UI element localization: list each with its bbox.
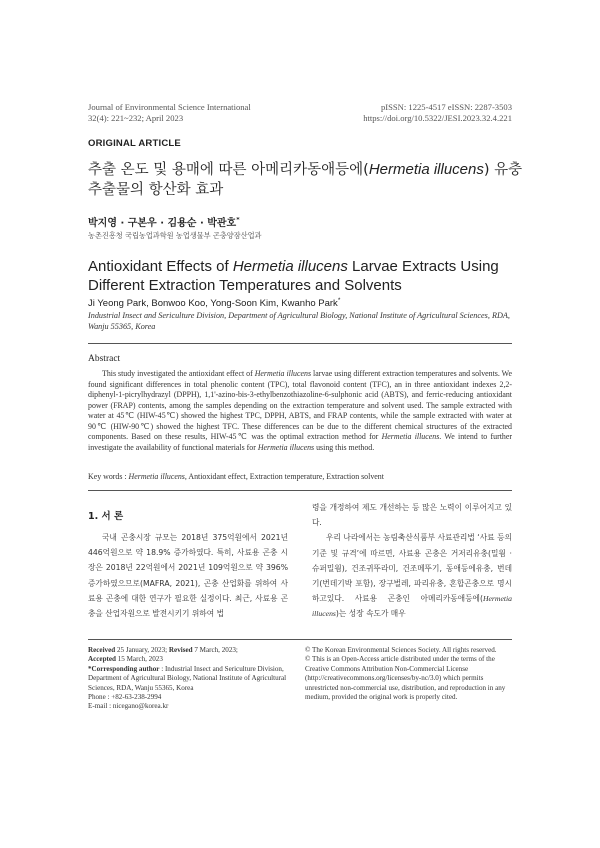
corresponding-mark: *	[236, 215, 240, 224]
keywords-list: , Antioxidant effect, Extraction temperature, Extraction solvent	[184, 472, 384, 481]
abstract-text-4: using this method.	[314, 442, 375, 452]
english-title-line2: Different Extraction Temperatures and Solvents	[88, 276, 402, 294]
email-link[interactable]: E-mail : nicegano@korea.kr	[88, 702, 169, 711]
english-title-part2: Larvae Extracts Using	[347, 258, 499, 275]
intro-right-column	[312, 500, 512, 622]
english-title	[88, 258, 528, 295]
journal-issue: 32(4): 221~232; April 2023	[88, 113, 184, 123]
corresponding-address: : Industrial Insect and Sericulture Division, Department of Agricultural Biology, National Institute of Agricultural Sciences, RDA, Wanju 55365, Korea	[88, 664, 287, 692]
divider-footnote	[88, 639, 512, 640]
english-title-part1: Antioxidant Effects of	[88, 258, 233, 275]
received-label: Received	[88, 646, 116, 654]
korean-authors	[88, 214, 240, 229]
journal-name: Journal of Environmental Science International	[88, 102, 251, 112]
korean-title-species: Hermetia illucens	[368, 161, 484, 178]
corresponding-mark-en: *	[337, 297, 341, 304]
english-authors	[88, 297, 340, 309]
journal-identifiers	[363, 102, 512, 124]
divider-top	[88, 343, 512, 344]
phone: Phone : +82-63-238-2994	[88, 693, 162, 702]
english-author-names: Ji Yeong Park, Bonwoo Koo, Yong-Soon Kim, Kwanho Park	[88, 298, 338, 310]
abstract-species-1: Hermetia illucens	[254, 369, 312, 378]
revised-label: Revised	[168, 646, 193, 654]
journal-header	[88, 102, 251, 124]
abstract-text-1: This study investigated the antioxidant effect of	[102, 369, 255, 378]
revised-date: 7 March, 2023;	[192, 646, 238, 654]
section-heading: 1. 서 론	[88, 511, 124, 522]
doi-link[interactable]: https://doi.org/10.5322/JESI.2023.32.4.221	[363, 113, 512, 123]
corresponding-label: *Corresponding author	[88, 664, 160, 673]
divider-bottom	[88, 490, 512, 491]
article-history-footnote	[88, 646, 298, 712]
abstract-species-2: Hermetia illucens	[381, 432, 440, 441]
received-date: 25 January, 2023;	[115, 646, 169, 654]
abstract-text-3: . We intend to further investigate the availability of functional materials for	[88, 432, 512, 452]
korean-title	[88, 160, 528, 200]
intro-right-paragraph-1: 령을 개정하여 제도 개선하는 등 많은 노력이 이루어지고 있다.	[312, 503, 512, 528]
abstract-species-3: Hermetia illucens	[257, 442, 315, 452]
korean-author-names: 박지영 · 구본우 · 김용순 · 박관호	[88, 218, 237, 229]
abstract-body	[88, 369, 512, 453]
keywords	[88, 472, 384, 481]
article-type: ORIGINAL ARTICLE	[88, 138, 181, 149]
intro-text-post: )는 성장 속도가 매우	[335, 609, 406, 619]
keywords-species: Hermetia illucens	[128, 472, 185, 481]
korean-title-line2: 추출물의 항산화 효과	[88, 182, 224, 198]
keywords-label: Key words :	[88, 472, 129, 481]
license-notice: © This is an Open-Access article distributed under the terms of the Creative Commons Attribution Non-Commercial License (http://creativecommons.org/licenses/by-nc/3.0) which permits unrestricted non-commercial use, distribution, and reproduction in any medium, provided the original work is properly cited.	[305, 655, 506, 702]
issn: pISSN: 1225-4517 eISSN: 2287-3503	[380, 102, 512, 112]
accepted-label: Accepted	[88, 655, 116, 664]
license-footnote	[305, 646, 517, 702]
intro-left-column: 국내 곤충시장 규모는 2018년 375억원에서 2021년 446억원으로 약 18.9% 증가하였다. 특히, 사료용 곤충 시장은 2018년 22억원에서 2021년 109억원으로 약 396% 증가하였으므로(MAFRA, 2021), 곤충 산업화를 위하여 사료용 곤충에 대한 연구가 필요한 실정이다. 최근, 사료용 곤충을 산업자원으로 발전시키기 위하여 법	[88, 533, 288, 619]
intro-species: Hermetia illucens	[312, 594, 512, 619]
accepted-date: 15 March, 2023	[115, 655, 163, 664]
intro-text-pre: 우리 나라에서는 농림축산식품부 사료관리법 ‘사료 등의 기준 및 규격’에 따르면, 사료용 곤충은 거저리유충(밀웜 · 슈퍼밀웜), 건조귀뚜라미, 건조메뚜기, 동애등에유충, 번데기(번데기박 포함), 장구벌레, 파리유충, 혼합곤충으로 명시하고있다. 사료용 곤충인 아메리카동애등에(	[312, 533, 512, 604]
korean-title-part1: 추출 온도 및 용매에 따른 아메리카동애등에(	[88, 162, 369, 178]
english-title-species: Hermetia illucens	[232, 258, 348, 275]
korean-affiliation: 농촌진흥청 국립농업과학원 농업생물부 곤충양잠산업과	[88, 231, 262, 240]
intro-right-paragraph-2	[312, 530, 512, 621]
korean-title-part2: ) 유충	[483, 162, 523, 178]
abstract-heading: Abstract	[88, 354, 121, 364]
abstract-text-2: larvae using different extraction temperatures and solvents. We found significant differences in total phenolic content (TPC), total flavonoid content (TFC), an in three antioxidant indexes 2,2-diphenyl-1-picrylhydrazyl (DPPH), 1,1'-azino-bis-3-ethylbenzothiazoline-6-sulphonic acid (ABTS), and ferric-reducing antioxidant power (FRAP) contents, among the samples depending on the extraction temperature and solvent used. The sample extracted with water at 45℃ (HIW-45℃) showed the highest TPC, DPPH, ABTS, and FRAP contents, while the sample extracted with water at 90℃ (HIW-90℃) showed the highest TFC. These differences can be due to the different chemical structures of the extracted components. Based on these results, HIW-45℃ was the optimal extraction method for	[88, 369, 513, 441]
english-affiliation: Industrial Insect and Sericulture Division, Department of Agricultural Biology, National Institute of Agricultural Sciences, RDA, Wanju 55365, Korea	[88, 311, 510, 331]
copyright-notice: © The Korean Environmental Sciences Society. All rights reserved.	[305, 646, 497, 654]
